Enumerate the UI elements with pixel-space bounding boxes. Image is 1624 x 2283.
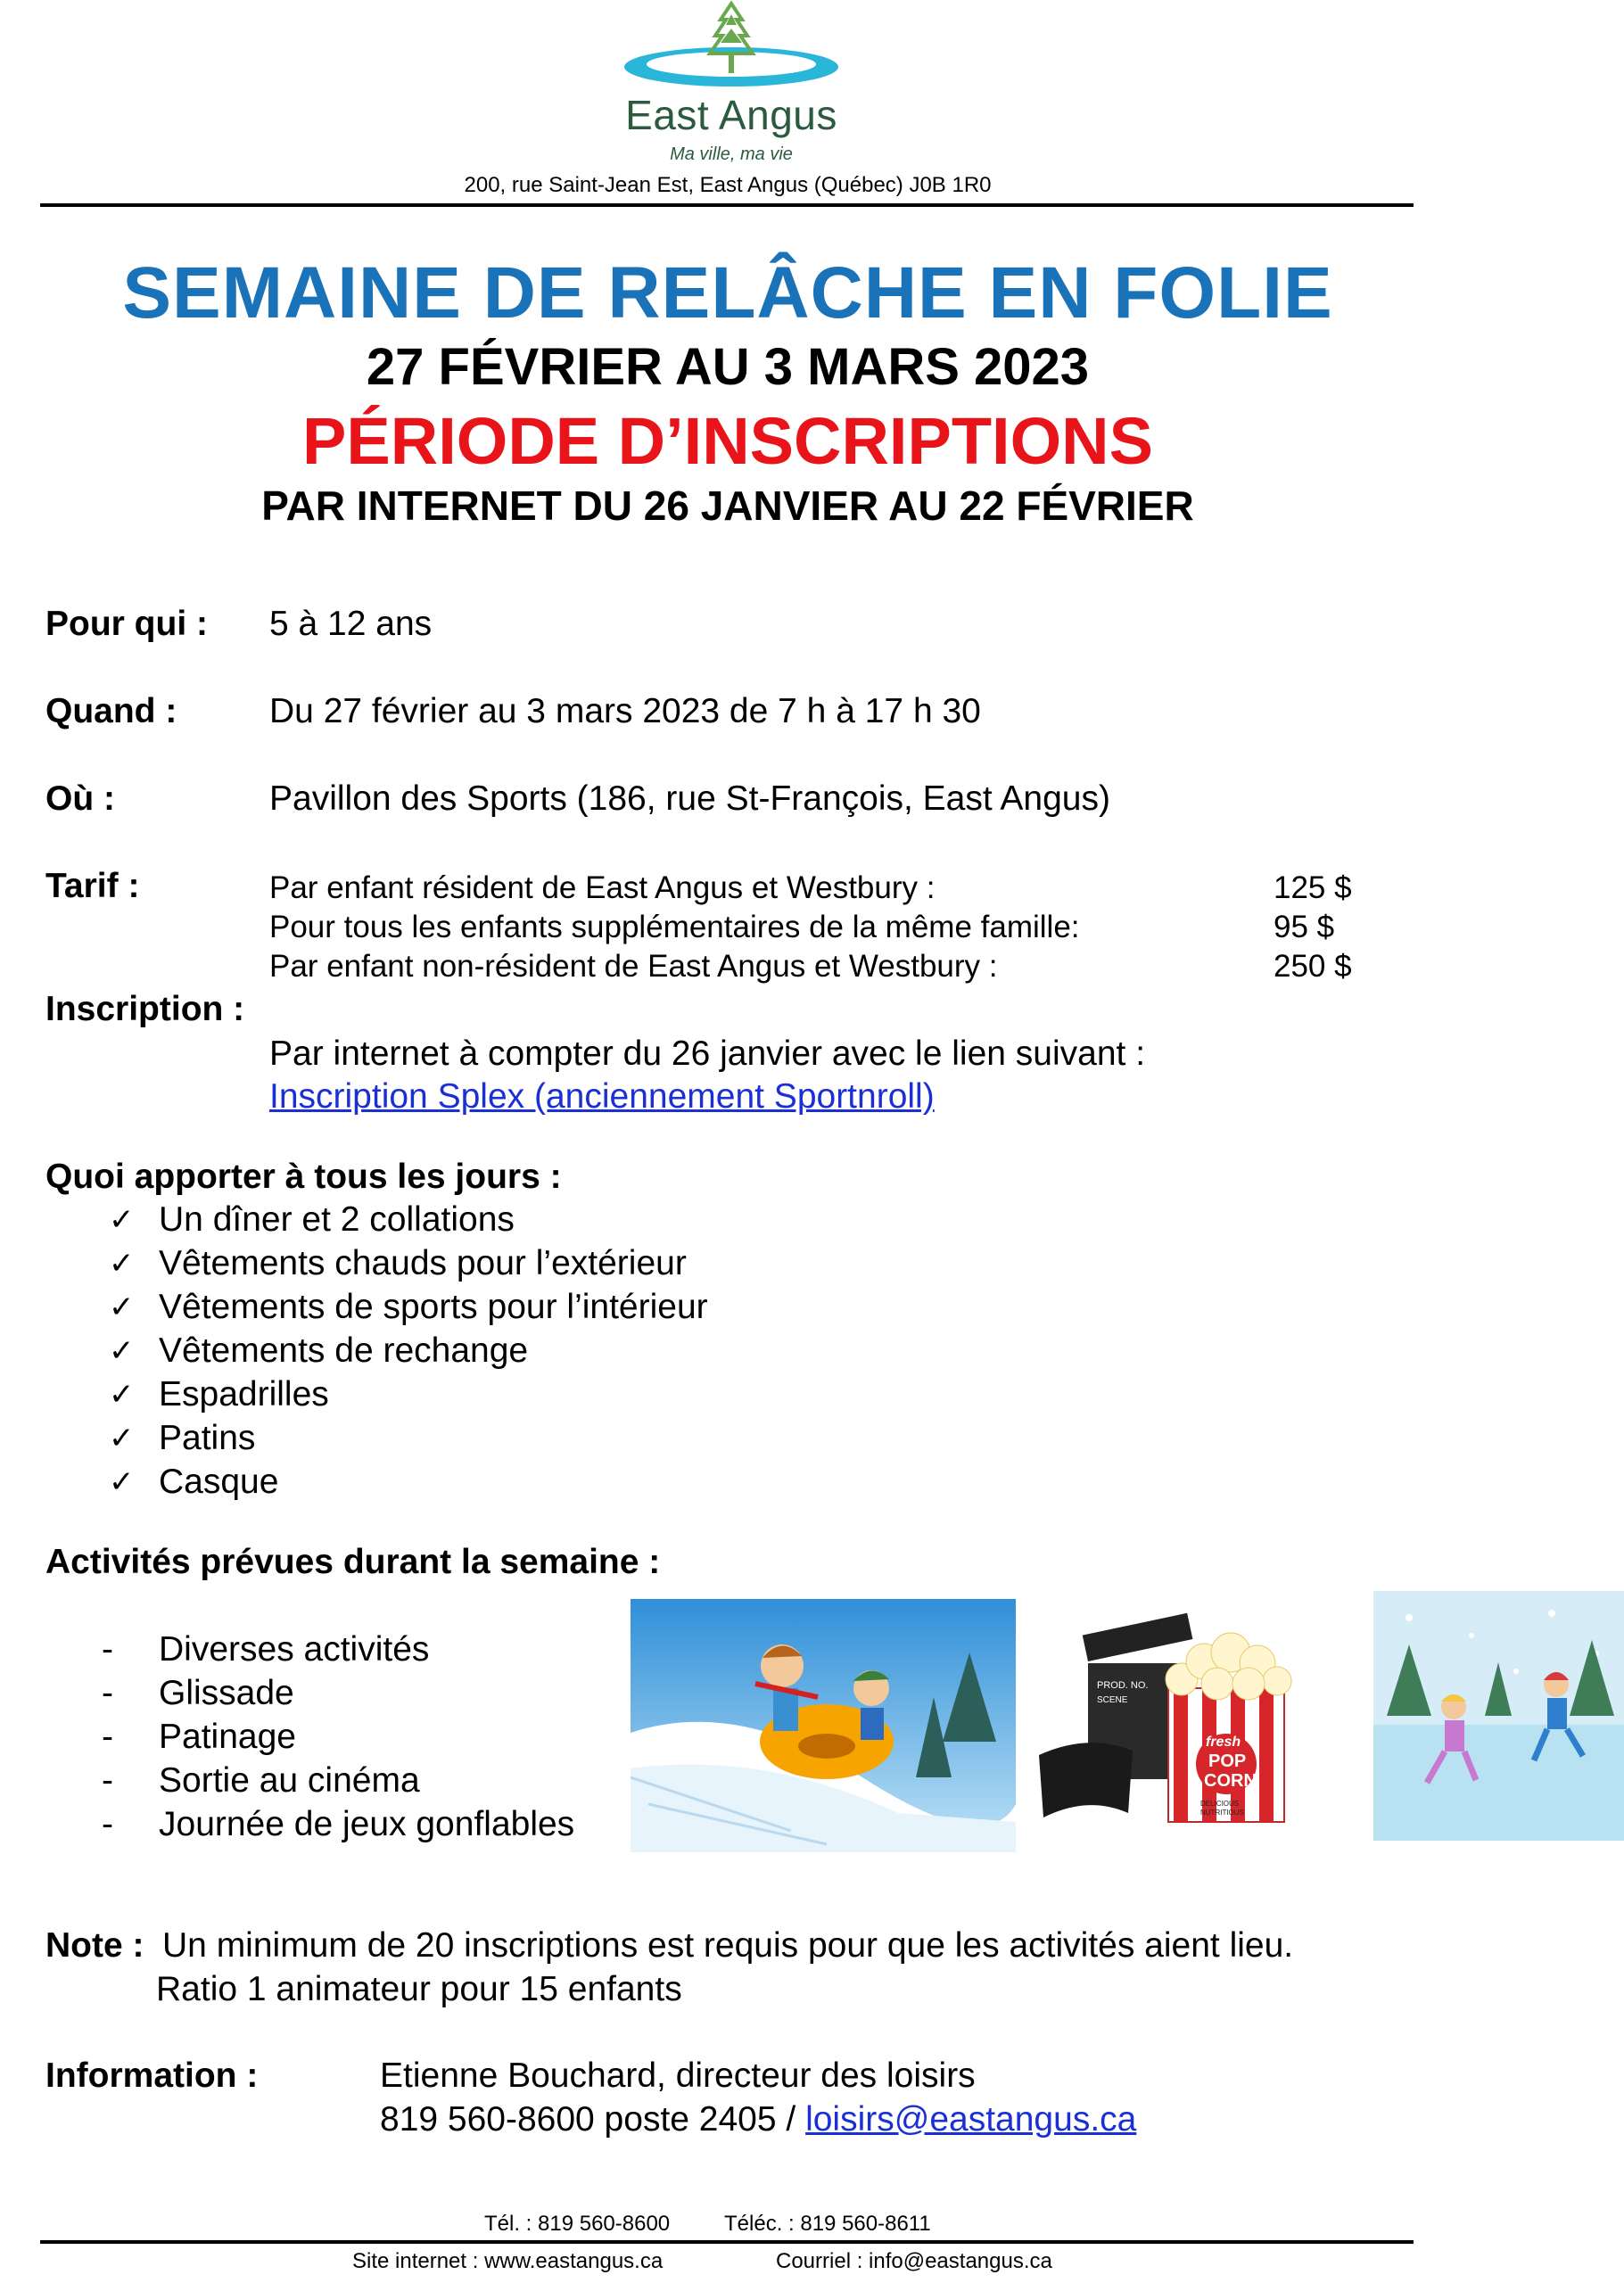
tariff-price: 95 $ [1274,910,1335,944]
info-email-link[interactable]: loisirs@eastangus.ca [805,2100,1137,2139]
brand-name: East Angus [625,92,837,138]
bring-item: Vêtements chauds pour l’extérieur [159,1244,687,1282]
event-dates: 27 FÉVRIER AU 3 MARS 2023 [366,338,1090,396]
activity-item: Glissade [159,1674,294,1712]
header-address: 200, rue Saint-Jean Est, East Angus (Québec) J0B 1R0 [464,173,992,197]
popcorn-text: DELICIOUS [1200,1800,1240,1808]
who-value: 5 à 12 ans [269,605,433,643]
bullet-dash: - [102,1761,113,1800]
note-ratio: Ratio 1 animateur pour 15 enfants [156,1970,682,2008]
check-icon: ✓ [109,1465,135,1499]
info-contact-name: Etienne Bouchard, directeur des loisirs [380,2056,976,2095]
tariff-desc: Par enfant non-résident de East Angus et Westbury : [269,949,998,984]
check-icon: ✓ [109,1290,135,1324]
bullet-dash: - [102,1674,113,1712]
activity-item: Patinage [159,1718,296,1756]
popcorn-text: CORN [1204,1771,1257,1791]
sledding-image [631,1599,1016,1852]
registration-text: Par internet à compter du 26 janvier avec le lien suivant : [269,1034,1146,1073]
registration-label: Inscription : [45,990,245,1028]
check-icon: ✓ [109,1334,135,1368]
bring-item: Vêtements de sports pour l’intérieur [159,1288,708,1326]
check-icon: ✓ [109,1203,135,1237]
header-divider [40,203,1414,207]
cinema-image [1035,1599,1334,1852]
bring-heading: Quoi apporter à tous les jours : [45,1158,562,1196]
tariff-price: 250 $ [1274,949,1352,984]
activities-heading: Activités prévues durant la semaine : [45,1543,661,1581]
tree-logo-icon [624,0,838,98]
popcorn-text: NUTRITIOUS [1200,1809,1244,1817]
skating-image [1373,1591,1624,1841]
bring-item: Vêtements de rechange [159,1331,529,1370]
activity-item: Journée de jeux gonflables [159,1805,575,1843]
footer-phone: Tél. : 819 560-8600 [484,2212,671,2236]
clapper-text: PROD. NO. [1097,1680,1149,1691]
tariff-desc: Pour tous les enfants supplémentaires de la même famille: [269,910,1080,944]
registration-title: PÉRIODE D’INSCRIPTIONS [302,404,1153,478]
check-icon: ✓ [109,1422,135,1455]
bring-item: Patins [159,1419,256,1457]
activity-item: Sortie au cinéma [159,1761,420,1800]
activity-item: Diverses activités [159,1630,430,1669]
note-line: Un minimum de 20 inscriptions est requis pour que les activités aient lieu. [162,1926,1294,1965]
when-value: Du 27 février au 3 mars 2023 de 7 h à 17 h 30 [269,692,981,730]
bullet-dash: - [102,1805,113,1843]
bring-item: Un dîner et 2 collations [159,1200,515,1239]
when-label: Quand : [45,692,177,730]
info-label: Information : [45,2056,259,2095]
popcorn-text: POP [1208,1751,1247,1771]
footer-divider [40,2240,1414,2244]
check-icon: ✓ [109,1378,135,1412]
bullet-dash: - [102,1630,113,1669]
footer-website: Site internet : www.eastangus.ca [352,2249,664,2273]
info-phone: 819 560-8600 poste 2405 / [380,2100,806,2139]
clapper-text: SCENE [1097,1695,1128,1705]
main-title: SEMAINE DE RELÂCHE EN FOLIE [122,252,1333,334]
note-label: Note : [45,1926,144,1965]
info-contact-line [380,2100,1136,2139]
tariff-price: 125 $ [1274,870,1352,905]
bullet-dash: - [102,1718,113,1756]
bring-item: Espadrilles [159,1375,329,1413]
footer-email: Courriel : info@eastangus.ca [776,2249,1052,2273]
tariff-label: Tarif : [45,867,140,905]
check-icon: ✓ [109,1247,135,1281]
where-label: Où : [45,779,115,818]
registration-link[interactable]: Inscription Splex (anciennement Sportnroll) [269,1077,935,1116]
popcorn-text: fresh [1206,1735,1241,1750]
registration-dates: PAR INTERNET DU 26 JANVIER AU 22 FÉVRIER [261,482,1194,529]
bring-item: Casque [159,1463,279,1501]
brand-tagline: Ma ville, ma vie [670,144,793,164]
footer-fax: Téléc. : 819 560-8611 [724,2212,931,2236]
where-value: Pavillon des Sports (186, rue St-François, East Angus) [269,779,1110,818]
who-label: Pour qui : [45,605,208,643]
tariff-desc: Par enfant résident de East Angus et Westbury : [269,870,936,905]
